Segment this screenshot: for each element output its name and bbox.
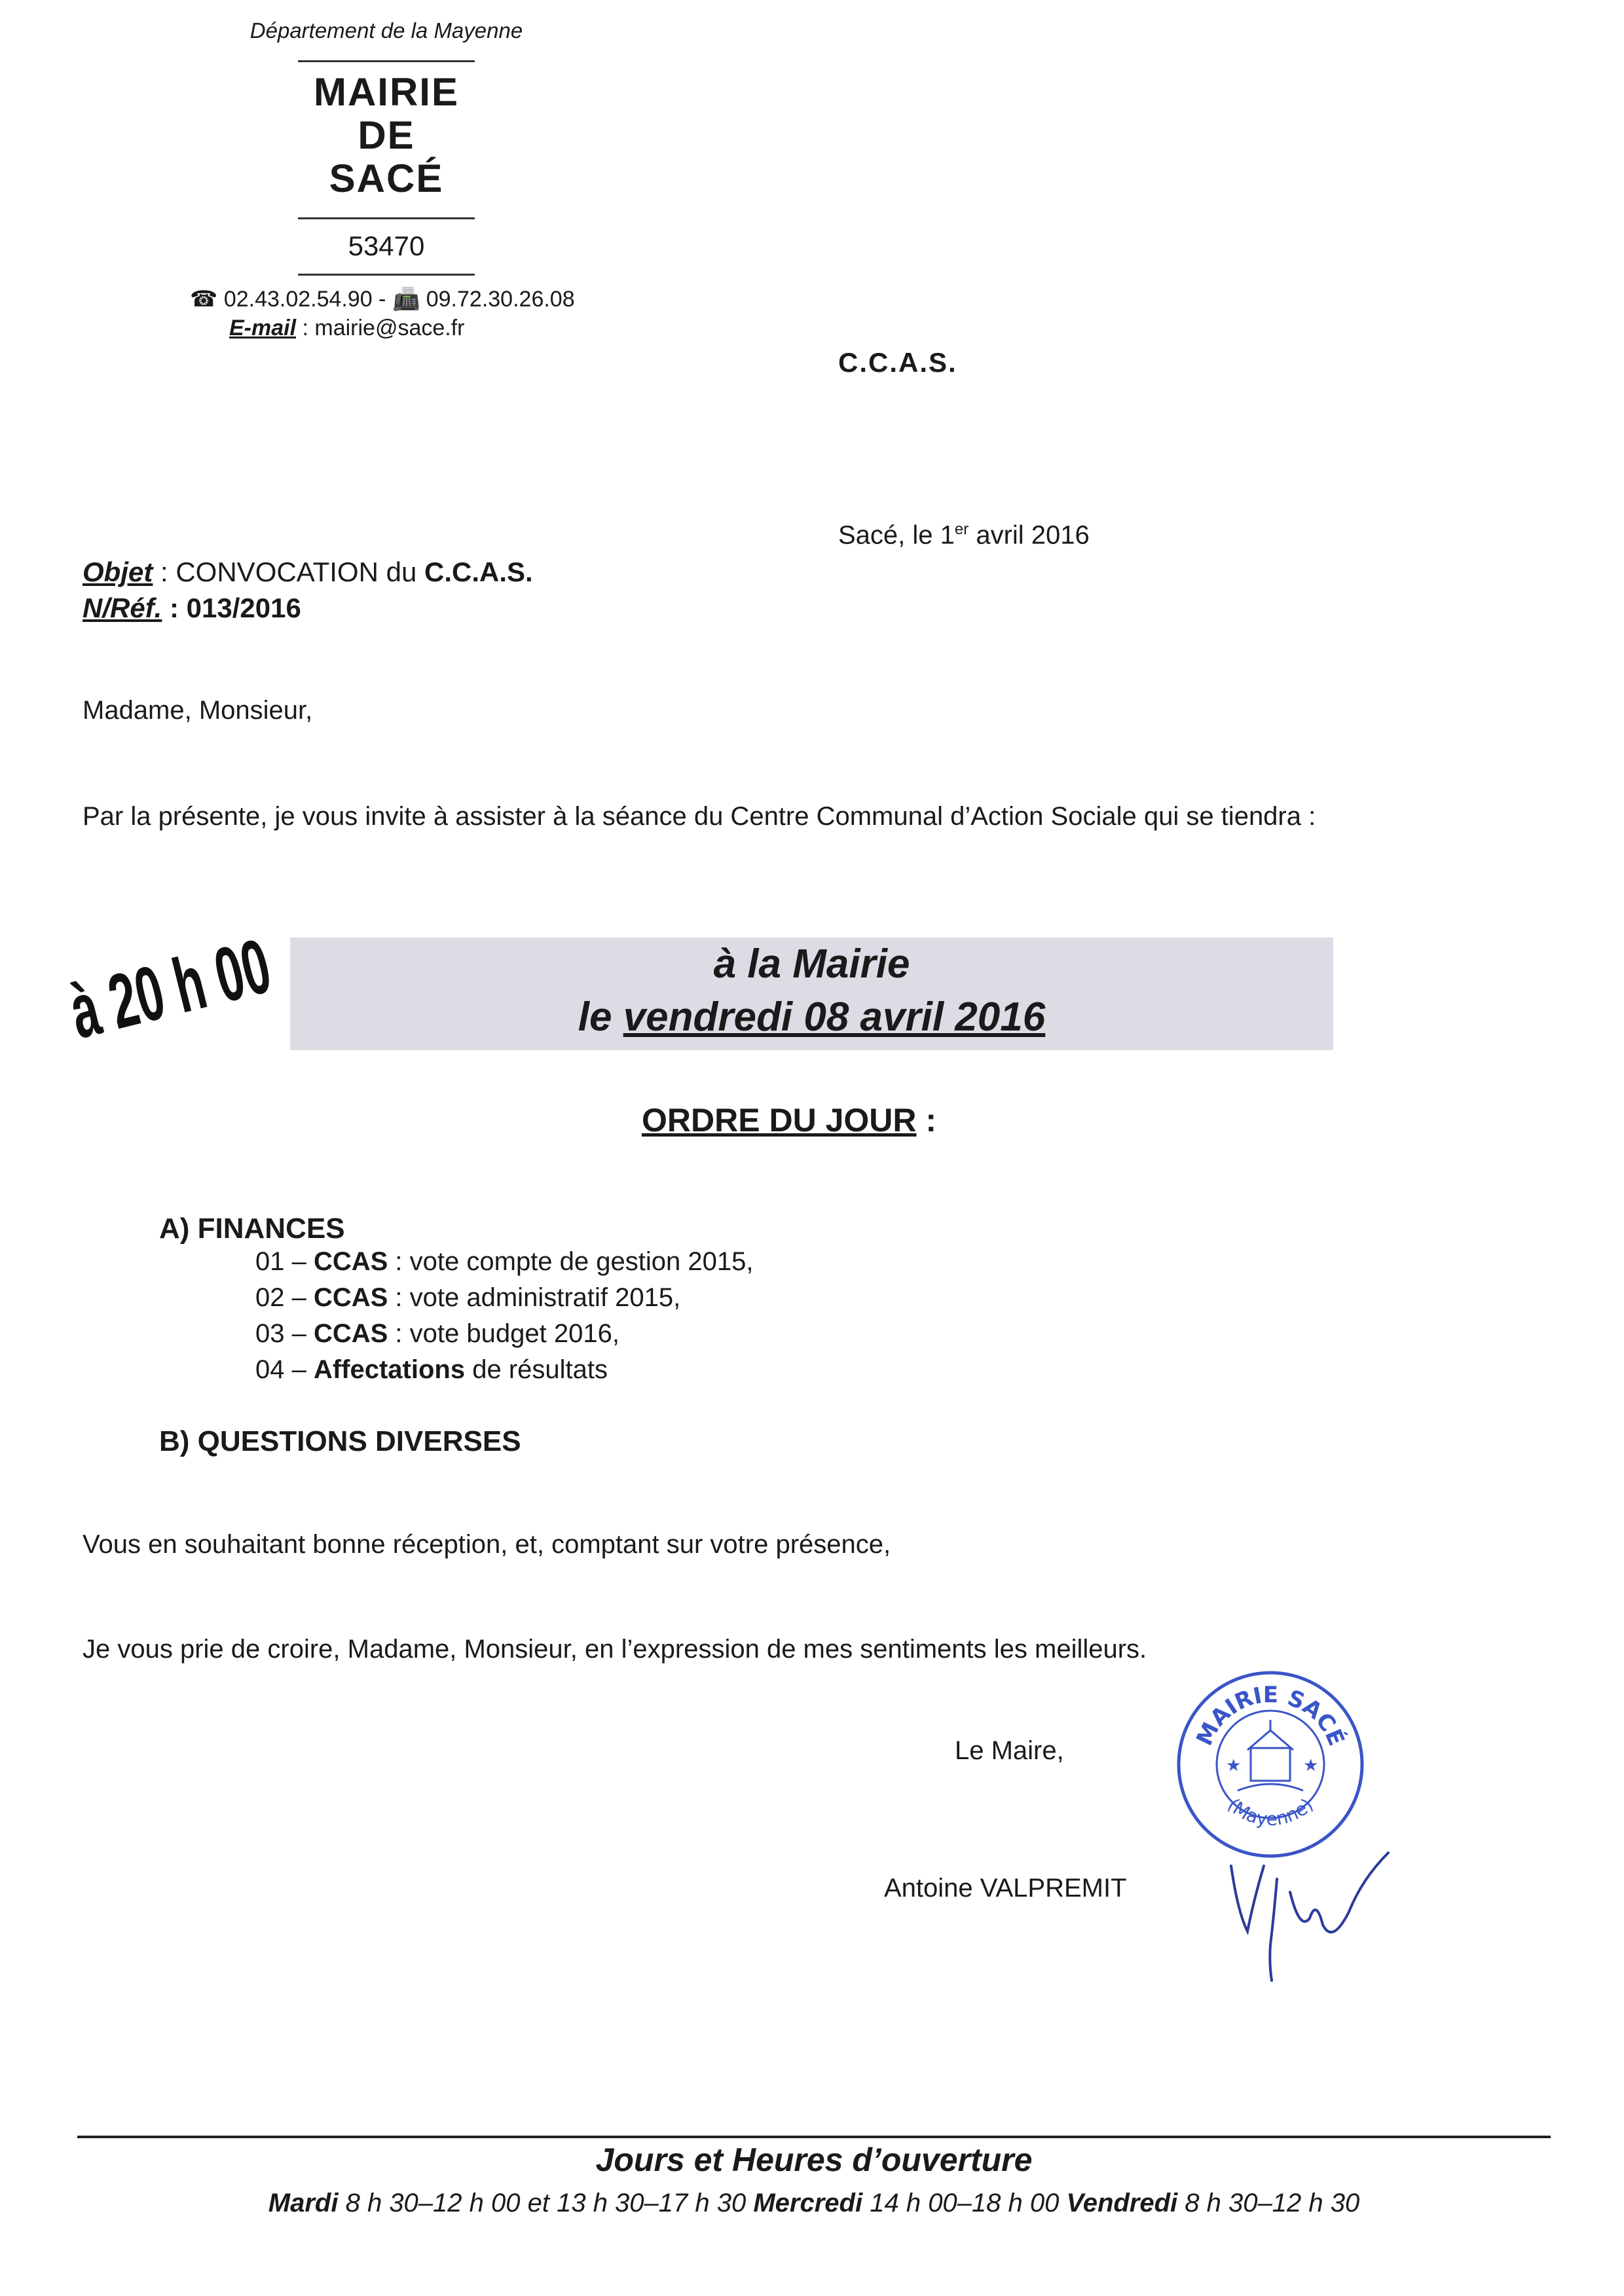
item-text: : vote administratif 2015, [388,1283,681,1312]
nref-label: N/Réf. [83,592,162,623]
list-item [255,1247,753,1277]
item-number: 04 – [255,1355,314,1384]
item-text: de résultats [465,1355,608,1384]
meeting-place: à la Mairie [713,941,910,987]
meeting-date [290,994,1333,1040]
list-item [255,1355,608,1385]
phone-icon: ☎ [190,287,218,312]
item-key: CCAS [313,1247,388,1276]
stamp-emblem [1238,1720,1303,1791]
invitation-text: Par la présente, je vous invite à assister à la séance du Centre Communal d’Action Sociale qui se tiendra : [83,802,1316,831]
salutation: Madame, Monsieur, [83,696,313,725]
item-key: CCAS [313,1319,388,1348]
wishes-text: Vous en souhaitant bonne réception, et, comptant sur votre présence, [83,1530,891,1559]
mairie-title [275,71,498,200]
list-item [255,1319,619,1349]
star-icon: ★ [1226,1755,1242,1775]
item-key: Affectations [313,1355,466,1384]
item-text: : vote budget 2016, [388,1319,619,1348]
agenda-title [642,1101,936,1139]
nref-value: : 013/2016 [162,592,301,623]
meeting-time: à 20 h 00 [62,922,279,1056]
agenda-colon: : [916,1102,937,1139]
opening-hours [77,2189,1551,2218]
email-label: E-mail [229,316,297,340]
date-suffix: avril 2016 [969,520,1090,550]
footer-title: Jours et Heures d’ouverture [595,2141,1033,2178]
hours-text: 8 h 30–12 h 30 [1177,2189,1360,2217]
meeting-date-value: vendredi 08 avril 2016 [623,994,1046,1040]
letter-date [838,520,1090,550]
fax-number: 09.72.30.26.08 [426,287,575,312]
handwritten-signature [1218,1840,1428,1990]
objet-sep: : CONVOCATION du [153,556,424,587]
objet-label: Objet [83,556,153,587]
agenda-title-text: ORDRE DU JOUR [642,1102,917,1139]
divider [298,217,475,219]
day-label: Mardi [268,2189,339,2217]
objet-value: C.C.A.S. [424,556,533,587]
meeting-date-prefix: le [578,994,623,1040]
signatory-title: Le Maire, [955,1736,1064,1765]
section-a-title: A) FINANCES [159,1212,345,1245]
divider [298,60,475,62]
contact-email [229,316,557,341]
postal-code: 53470 [348,230,425,261]
list-item [255,1283,680,1313]
svg-text:(Mayenne) [1223,1794,1318,1830]
day-label: Mercredi [753,2189,863,2217]
hours-text: 8 h 30–12 h 00 et 13 h 30–17 h 30 [338,2189,754,2217]
stamp-text-bottom: (Mayenne) [1223,1794,1318,1831]
divider [298,274,475,276]
section-b-title: B) QUESTIONS DIVERSES [159,1425,521,1457]
separator: - [378,287,386,312]
mairie-line1: MAIRIE [314,70,459,114]
footer-divider [77,2136,1551,2138]
nref-line [83,592,301,624]
hours-text: 14 h 00–18 h 00 [862,2189,1067,2217]
phone-number: 02.43.02.54.90 [223,287,373,312]
service-title: C.C.A.S. [838,347,957,378]
star-icon: ★ [1303,1755,1319,1775]
item-key: CCAS [313,1283,388,1312]
mairie-line2: DE [358,113,415,157]
item-text: : vote compte de gestion 2015, [388,1247,754,1276]
stamp-text-top: MAIRIE SACÉ [1191,1681,1350,1750]
email-address[interactable]: mairie@sace.fr [314,316,465,340]
item-number: 02 – [255,1283,314,1312]
date-sup: er [954,520,969,538]
department-label: Département de la Mayenne [249,18,523,43]
item-number: 01 – [255,1247,314,1276]
mairie-line3: SACÉ [329,156,444,200]
closing-text: Je vous prie de croire, Madame, Monsieur, en l’expression de mes sentiments les meilleurs. [83,1635,1147,1664]
day-label: Vendredi [1066,2189,1178,2217]
date-prefix: Sacé, le 1 [838,520,955,550]
item-number: 03 – [255,1319,314,1348]
official-stamp [1172,1666,1369,1863]
objet-line [83,556,533,588]
signatory-name: Antoine VALPREMIT [884,1874,1127,1903]
fax-icon: 📠 [392,287,420,312]
contact-phones [190,286,583,312]
email-sep: : [296,316,315,340]
